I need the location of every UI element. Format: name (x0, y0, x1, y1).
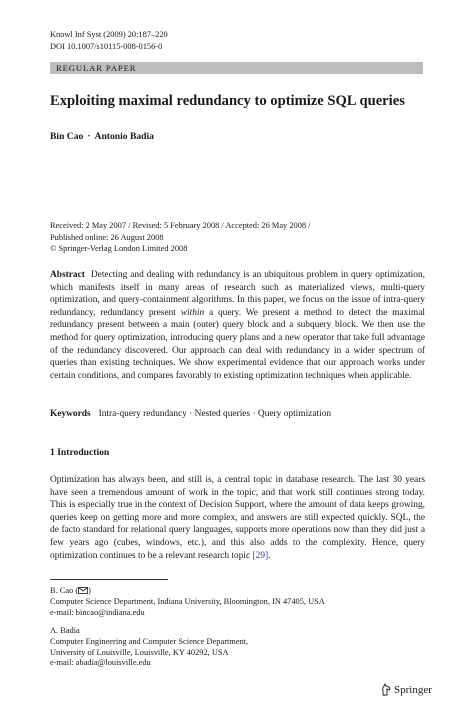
intro-text-end: . (268, 550, 271, 561)
history-dates: Received: 2 May 2007 / Revised: 5 February 2008 / Accepted: 26 May 2008 / (50, 221, 311, 230)
keywords-label: Keywords (50, 409, 91, 419)
author-list (50, 131, 154, 142)
doi: DOI 10.1007/s10115-008-0156-0 (50, 41, 163, 51)
section-bar (50, 62, 423, 74)
author-name: Bin Cao (50, 131, 84, 142)
abstract-emphasis: within (180, 307, 205, 318)
footnote-author-name: A. Badia (50, 626, 80, 635)
abstract-label: Abstract (50, 270, 85, 280)
journal-header (50, 29, 168, 52)
abstract (50, 269, 425, 382)
footnote-divider (50, 579, 168, 580)
intro-text: Optimization has always been, and still is, a central topic in database research. The last 30 years have seen a tremendous amount of work in the topic, and that work still continues strong today. This is especially true in the context of Decision Support, where the amount of data keeps growing, queries keep on getting more and more complex, and answers are still expected quickly. SQL, the de facto standard for relational query languages, supports more operations now than they did just a few years ago (cubes, windows, etc.), and this also adds to the complexity. Hence, query optimization continues to be a relevant research topic (50, 475, 425, 561)
footnote-email: e-mail: abadia@louisville.edu (50, 658, 151, 668)
publication-history (50, 220, 311, 255)
footnote-author-name: B. Cao ( ) (50, 586, 91, 595)
published-online: Published online: 26 August 2008 (50, 232, 164, 242)
abstract-text: a query. We present a method to detect the maximal redundancy present between a main (outer) query block and a subquery block. We then use the method for query optimization, introducing query plans and a new operator that take full advantage of the redundancy discovered. Our approach can deal with redundancy in a wider spectrum of queries than existing techniques. We show experimental evidence that our approach works under certain conditions, and compares favorably to existing optimization techniques when applicable. (50, 307, 425, 381)
keywords (50, 409, 331, 419)
copyright: © Springer-Verlag London Limited 2008 (50, 244, 188, 253)
author-separator: · (87, 131, 91, 142)
footnote-author2 (50, 626, 248, 669)
footnote-affiliation: Computer Science Department, Indiana University, Bloomington, IN 47405, USA (50, 596, 325, 606)
paper-title: Exploiting maximal redundancy to optimize SQL queries (50, 93, 405, 109)
journal-citation: Knowl Inf Syst (2009) 20:187–220 (50, 30, 168, 39)
intro-paragraph (50, 474, 425, 562)
footnote-email: e-mail: bincao@indiana.edu (50, 607, 145, 617)
footnote-author1 (50, 586, 325, 618)
springer-horse-icon (380, 683, 392, 696)
keywords-text: Intra-query redundancy · Nested queries · Query optimization (98, 409, 332, 419)
abstract-text: Detecting and dealing with redundancy is an ubiquitous problem in query optimization, which manifests itself in many areas of research such as materialized views, multi-query optimization, and query-containment algorithms. In this paper, we focus on the issue of intra-query redundancy, redundancy present (50, 270, 425, 318)
envelope-icon (78, 587, 88, 594)
footnote-affiliation: University of Louisville, Louisville, KY 40292, USA (50, 647, 229, 657)
citation-link[interactable]: [29] (252, 550, 269, 561)
footnote-affiliation: Computer Engineering and Computer Science Department, (50, 636, 249, 646)
section-bar-label: REGULAR PAPER (56, 63, 137, 73)
author-name: Antonio Badia (94, 131, 154, 142)
publisher-name: Springer (394, 684, 432, 696)
publisher-logo (380, 683, 432, 696)
section-heading: 1 Introduction (50, 447, 110, 458)
